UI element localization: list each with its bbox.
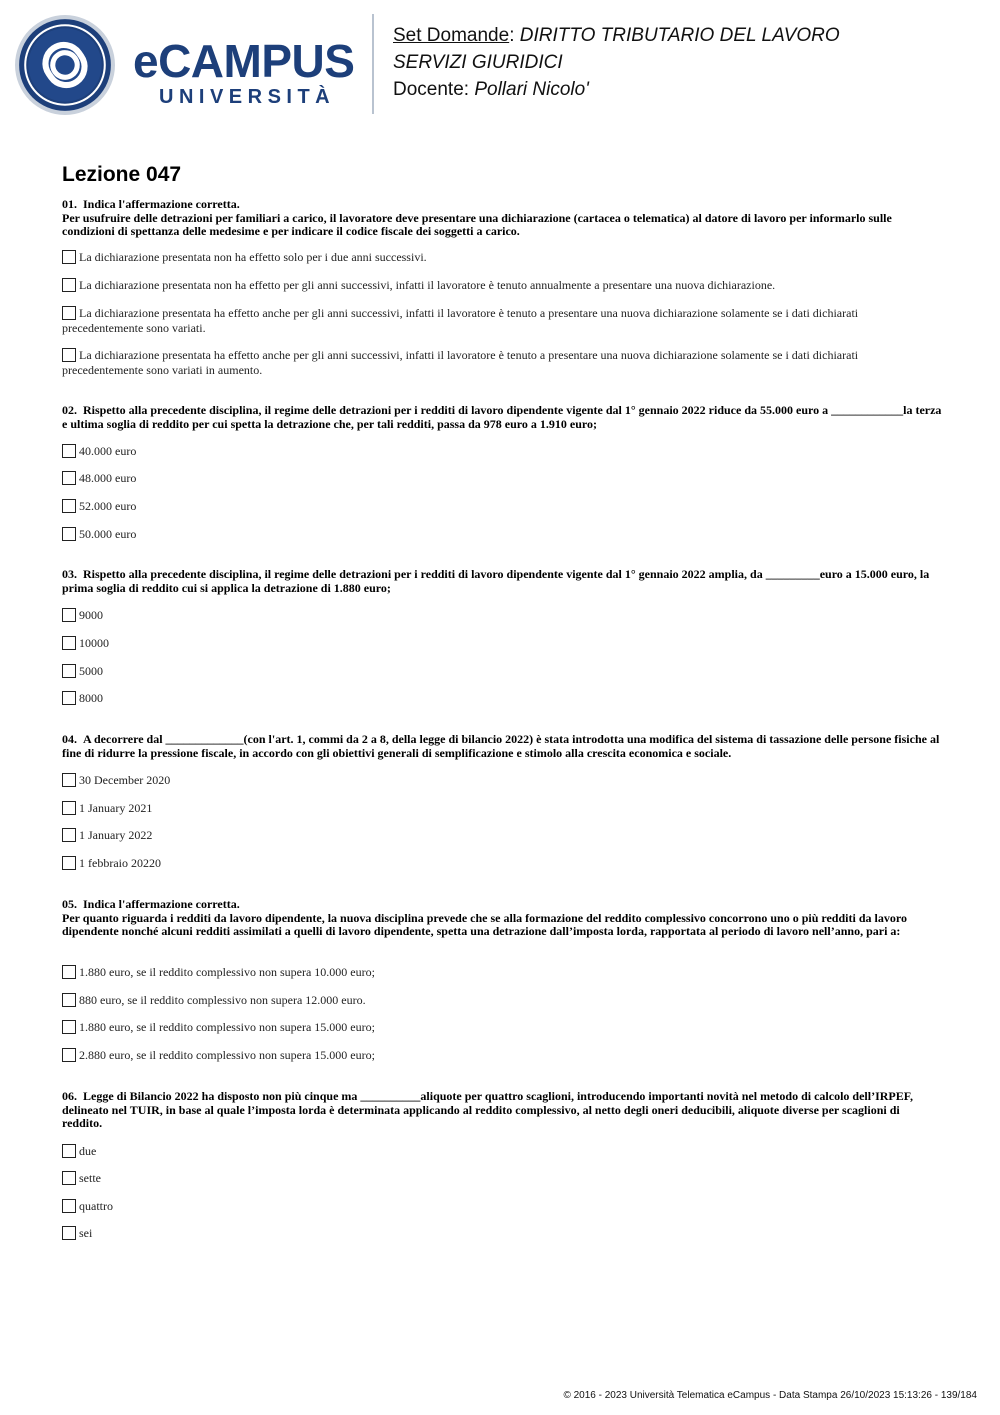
teacher-label: Docente:	[393, 79, 470, 100]
question-number: 04.	[62, 732, 77, 746]
checkbox[interactable]	[62, 527, 76, 541]
course-line-2: SERVIZI GIURIDICI	[393, 52, 563, 73]
checkbox[interactable]	[62, 1144, 76, 1158]
option[interactable]	[62, 828, 942, 843]
option-label: quattro	[79, 1199, 113, 1213]
option-label: La dichiarazione presentata non ha effetto per gli anni successivi, infatti il lavoratore è tenuto annualmente a presentare una nuova dichiarazione.	[79, 278, 776, 292]
option-label: 40.000 euro	[79, 444, 137, 458]
option[interactable]	[62, 471, 942, 486]
checkbox[interactable]	[62, 1048, 76, 1062]
option-label: sei	[79, 1226, 93, 1240]
option[interactable]	[62, 664, 942, 679]
option[interactable]	[62, 608, 942, 623]
option-label: 1 January 2021	[79, 801, 153, 815]
page-header	[0, 0, 1000, 130]
checkbox[interactable]	[62, 801, 76, 815]
option-label: 880 euro, se il reddito complessivo non supera 12.000 euro.	[79, 993, 366, 1007]
question-text	[62, 1090, 942, 1131]
question-body: Per usufruire delle detrazioni per familiari a carico, il lavoratore deve presentare una dichiarazione (cartacea o telematica) al datore di lavoro per informarlo sulle condizioni di spettanza delle medesime e per indicare il codice fiscale dei soggetti a carico.	[62, 210, 892, 238]
question-number: 01.	[62, 197, 77, 211]
checkbox[interactable]	[62, 691, 76, 705]
question-02	[62, 403, 942, 541]
checkbox[interactable]	[62, 306, 76, 320]
option-label: 50.000 euro	[79, 527, 137, 541]
option-label: 5000	[79, 664, 103, 678]
option[interactable]	[62, 1020, 942, 1035]
question-number: 03.	[62, 567, 77, 581]
question-04	[62, 732, 942, 870]
option-label: 8000	[79, 691, 103, 705]
course-line-1: DIRITTO TRIBUTARIO DEL LAVORO	[519, 25, 840, 46]
option[interactable]	[62, 348, 942, 377]
checkbox[interactable]	[62, 608, 76, 622]
question-06	[62, 1089, 942, 1240]
teacher-name: Pollari Nicolo'	[474, 79, 589, 100]
header-divider	[372, 14, 374, 114]
question-prompt: Rispetto alla precedente disciplina, il regime delle detrazioni per i redditi di lavoro dipendente vigente dal 1° gennaio 2022 riduce da 55.000 euro a ____________la terza e ultima soglia di reddito per cui spetta la detrazione che, per tali redditi, passa da 978 euro a 1.910 euro;	[62, 403, 942, 431]
option[interactable]	[62, 773, 942, 788]
checkbox[interactable]	[62, 664, 76, 678]
checkbox[interactable]	[62, 856, 76, 870]
checkbox[interactable]	[62, 965, 76, 979]
question-text	[62, 568, 942, 595]
option-label: 1.880 euro, se il reddito complessivo non supera 10.000 euro;	[79, 965, 375, 979]
option-label: 10000	[79, 636, 109, 650]
option-label: 2.880 euro, se il reddito complessivo non supera 15.000 euro;	[79, 1048, 375, 1062]
header-info	[393, 22, 840, 103]
option-label: 30 December 2020	[79, 773, 171, 787]
question-number: 05.	[62, 897, 77, 911]
option[interactable]	[62, 1048, 942, 1063]
option-label: 48.000 euro	[79, 471, 137, 485]
teacher-line	[393, 76, 840, 103]
option[interactable]	[62, 965, 942, 980]
question-05	[62, 897, 942, 1062]
checkbox[interactable]	[62, 636, 76, 650]
checkbox[interactable]	[62, 1171, 76, 1185]
set-separator: :	[509, 25, 515, 46]
checkbox[interactable]	[62, 499, 76, 513]
option[interactable]	[62, 1199, 942, 1214]
question-prompt: Legge di Bilancio 2022 ha disposto non più cinque ma __________aliquote per quattro scaglioni, introducendo importanti novità nel metodo di calcolo dell’IRPEF, delineato nel TUIR, in base al quale l’imposta lorda è determinata applicando al reddito complessivo, al netto degli oneri deducibili, aliquote diverse per scaglioni di reddito.	[62, 1089, 913, 1130]
checkbox[interactable]	[62, 993, 76, 1007]
option[interactable]	[62, 499, 942, 514]
option[interactable]	[62, 1144, 942, 1159]
option-label: sette	[79, 1171, 101, 1185]
option-label: 1.880 euro, se il reddito complessivo non supera 15.000 euro;	[79, 1020, 375, 1034]
checkbox[interactable]	[62, 1020, 76, 1034]
question-number: 06.	[62, 1089, 77, 1103]
option[interactable]	[62, 278, 942, 293]
set-line	[393, 22, 840, 49]
option[interactable]	[62, 1171, 942, 1186]
option[interactable]	[62, 444, 942, 459]
option-label: 9000	[79, 608, 103, 622]
question-body: Per quanto riguarda i redditi da lavoro dipendente, la nuova disciplina prevede che se alla formazione del reddito complessivo concorrono uno o più redditi da lavoro dipendente nonché alcuni redditi assimilati a quelli di lavoro dipendente, spetta una detrazione dall’imposta lorda, rapportata al periodo di lavoro nell’anno, pari a:	[62, 910, 907, 938]
option[interactable]	[62, 527, 942, 542]
question-text	[62, 404, 942, 431]
option-label: La dichiarazione presentata non ha effetto solo per i due anni successivi.	[79, 250, 427, 264]
checkbox[interactable]	[62, 444, 76, 458]
question-prompt: Rispetto alla precedente disciplina, il regime delle detrazioni per i redditi di lavoro dipendente vigente dal 1° gennaio 2022 amplia, da _________euro a 15.000 euro, la prima soglia di reddito cui si applica la detrazione di 1.880 euro;	[62, 567, 930, 595]
checkbox[interactable]	[62, 1226, 76, 1240]
option-label: 52.000 euro	[79, 499, 137, 513]
option-label: 1 January 2022	[79, 828, 153, 842]
question-text	[62, 733, 942, 760]
checkbox[interactable]	[62, 471, 76, 485]
question-prompt: Indica l'affermazione corretta.	[83, 897, 240, 911]
option-label: La dichiarazione presentata ha effetto anche per gli anni successivi, infatti il lavoratore è tenuto a presentare una nuova dichiarazione solamente se i dati dichiarati precedentemente sono variati.	[62, 306, 859, 335]
option-label: due	[79, 1144, 97, 1158]
checkbox[interactable]	[62, 828, 76, 842]
logo-word: eCAMPUS	[133, 35, 355, 87]
checkbox[interactable]	[62, 1199, 76, 1213]
ecampus-logo	[133, 35, 355, 108]
checkbox[interactable]	[62, 348, 76, 362]
question-03	[62, 567, 942, 705]
question-01	[62, 197, 942, 377]
question-text	[62, 198, 942, 212]
option-label: La dichiarazione presentata ha effetto anche per gli anni successivi, infatti il lavoratore è tenuto a presentare una nuova dichiarazione solamente se i dati dichiarati precedentemente sono variati in aumento.	[62, 348, 859, 377]
page-footer: © 2016 - 2023 Università Telematica eCampus - Data Stampa 26/10/2023 15:13:26 - 139/184	[563, 1390, 977, 1401]
option[interactable]	[62, 306, 942, 335]
option-label: 1 febbraio 20220	[79, 856, 161, 870]
logo-subtitle: UNIVERSITÀ	[159, 86, 336, 108]
question-prompt: A decorrere dal _____________(con l'art. 1, commi da 2 a 8, della legge di bilancio 2022) è stata introdotta una modifica del sistema di tassazione delle persone fisiche al fine di ridurre la pressione fiscale, in accordo con gli obiettivi generali di semplificazione e stimolo alla crescita economica e sociale.	[62, 732, 940, 760]
question-prompt: Indica l'affermazione corretta.	[83, 197, 240, 211]
option[interactable]	[62, 1226, 942, 1241]
option[interactable]	[62, 993, 942, 1008]
ecampus-emblem-icon	[14, 14, 116, 116]
checkbox[interactable]	[62, 773, 76, 787]
question-number: 02.	[62, 403, 77, 417]
option[interactable]	[62, 250, 942, 265]
checkbox[interactable]	[62, 278, 76, 292]
lesson-title: Lezione 047	[62, 163, 182, 186]
option[interactable]	[62, 856, 942, 871]
checkbox[interactable]	[62, 250, 76, 264]
question-text	[62, 898, 942, 912]
set-label: Set Domande	[393, 25, 510, 46]
option[interactable]	[62, 636, 942, 651]
option[interactable]	[62, 691, 942, 706]
option[interactable]	[62, 801, 942, 816]
